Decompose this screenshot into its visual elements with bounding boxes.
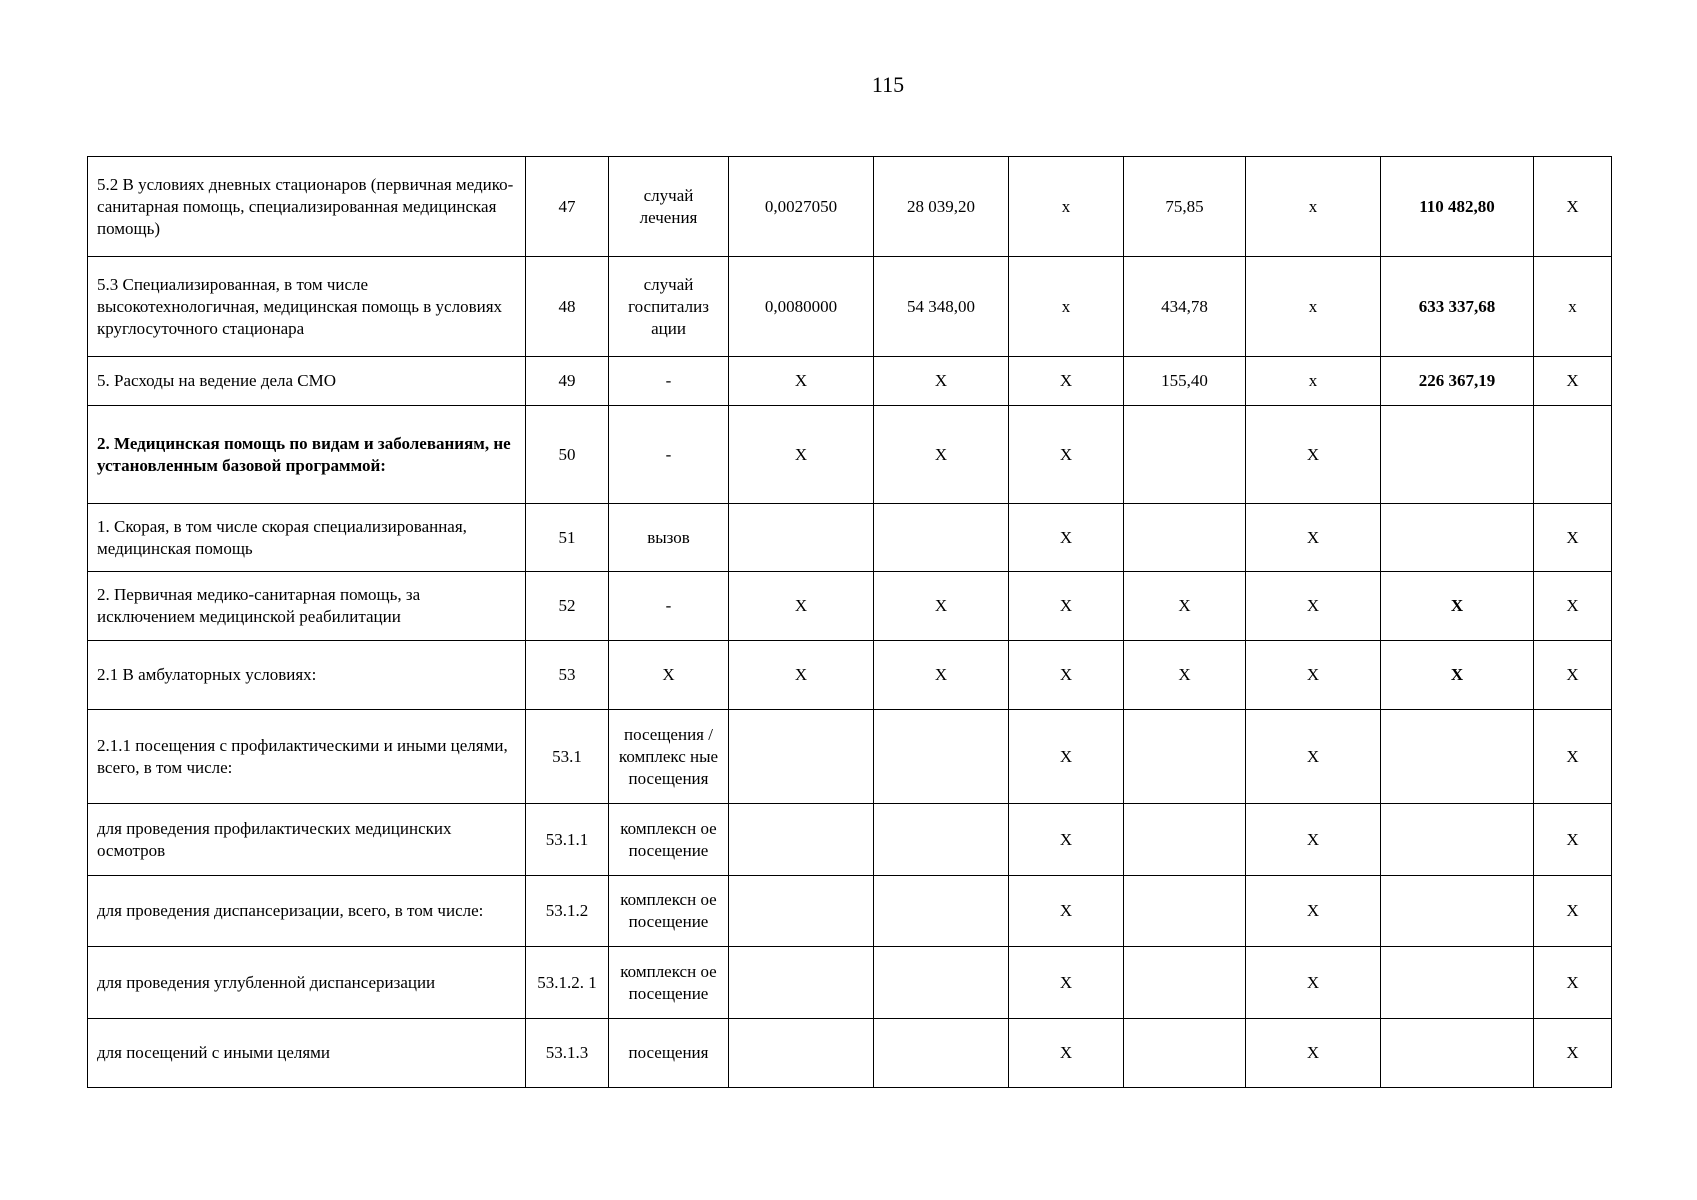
volume-norm-cell	[729, 504, 874, 572]
per-capita-budget-cell: X	[1009, 876, 1124, 947]
name-cell: 2. Медицинская помощь по видам и заболеваниям, не установленным базовой программой:	[88, 406, 526, 504]
per-capita-budget-cell: x	[1009, 257, 1124, 357]
volume-norm-cell: 0,0080000	[729, 257, 874, 357]
volume-norm-cell	[729, 1019, 874, 1088]
per-capita-oms-cell	[1124, 710, 1246, 804]
volume-norm-cell	[729, 876, 874, 947]
per-capita-budget-cell: X	[1009, 406, 1124, 504]
per-capita-budget-cell: X	[1009, 504, 1124, 572]
percent-cell: X	[1534, 357, 1612, 406]
total-budget-cell: x	[1246, 257, 1381, 357]
total-oms-cell	[1381, 504, 1534, 572]
cost-norm-cell	[874, 504, 1009, 572]
unit-cell: посещения /комплекс ные посещения	[609, 710, 729, 804]
per-capita-oms-cell: X	[1124, 641, 1246, 710]
per-capita-budget-cell: X	[1009, 1019, 1124, 1088]
per-capita-oms-cell	[1124, 504, 1246, 572]
table-row	[88, 1019, 1612, 1088]
total-budget-cell: X	[1246, 406, 1381, 504]
total-oms-cell: 110 482,80	[1381, 157, 1534, 257]
name-cell: для проведения углубленной диспансеризации	[88, 947, 526, 1019]
name-cell: 5.3 Специализированная, в том числе высокотехнологичная, медицинская помощь в условиях круглосуточного стационара	[88, 257, 526, 357]
table-row	[88, 504, 1612, 572]
total-budget-cell: X	[1246, 641, 1381, 710]
percent-cell: X	[1534, 504, 1612, 572]
row-code-cell: 53.1.3	[526, 1019, 609, 1088]
volume-norm-cell: X	[729, 641, 874, 710]
volume-norm-cell	[729, 804, 874, 876]
per-capita-budget-cell: X	[1009, 357, 1124, 406]
name-cell: для проведения диспансеризации, всего, в том числе:	[88, 876, 526, 947]
table-row	[88, 710, 1612, 804]
cost-norm-cell	[874, 1019, 1009, 1088]
row-code-cell: 50	[526, 406, 609, 504]
row-code-cell: 53.1	[526, 710, 609, 804]
table-row	[88, 157, 1612, 257]
total-budget-cell: X	[1246, 572, 1381, 641]
cost-norm-cell	[874, 876, 1009, 947]
total-budget-cell: X	[1246, 947, 1381, 1019]
total-budget-cell: x	[1246, 157, 1381, 257]
cost-norm-cell: 28 039,20	[874, 157, 1009, 257]
name-cell: 5. Расходы на ведение дела СМО	[88, 357, 526, 406]
total-budget-cell: X	[1246, 804, 1381, 876]
table-row	[88, 876, 1612, 947]
cost-norm-cell	[874, 710, 1009, 804]
total-oms-cell	[1381, 947, 1534, 1019]
unit-cell: вызов	[609, 504, 729, 572]
unit-cell: случай госпитализ ации	[609, 257, 729, 357]
total-budget-cell: X	[1246, 876, 1381, 947]
table-row	[88, 406, 1612, 504]
volume-norm-cell: X	[729, 406, 874, 504]
per-capita-oms-cell	[1124, 876, 1246, 947]
row-code-cell: 49	[526, 357, 609, 406]
volume-norm-cell: X	[729, 357, 874, 406]
percent-cell: X	[1534, 641, 1612, 710]
table-row	[88, 257, 1612, 357]
per-capita-oms-cell: X	[1124, 572, 1246, 641]
total-oms-cell	[1381, 804, 1534, 876]
unit-cell: комплексн ое посещение	[609, 947, 729, 1019]
total-oms-cell	[1381, 406, 1534, 504]
per-capita-budget-cell: X	[1009, 710, 1124, 804]
row-code-cell: 51	[526, 504, 609, 572]
cost-norm-cell: 54 348,00	[874, 257, 1009, 357]
cost-norm-cell: X	[874, 572, 1009, 641]
total-oms-cell: X	[1381, 641, 1534, 710]
name-cell: 2. Первичная медико-санитарная помощь, за исключением медицинской реабилитации	[88, 572, 526, 641]
unit-cell: -	[609, 406, 729, 504]
per-capita-budget-cell: X	[1009, 804, 1124, 876]
cost-norm-cell	[874, 804, 1009, 876]
per-capita-oms-cell: 75,85	[1124, 157, 1246, 257]
row-code-cell: 47	[526, 157, 609, 257]
total-oms-cell: X	[1381, 572, 1534, 641]
total-oms-cell	[1381, 1019, 1534, 1088]
total-budget-cell: X	[1246, 504, 1381, 572]
table-row	[88, 804, 1612, 876]
total-oms-cell	[1381, 710, 1534, 804]
percent-cell: X	[1534, 157, 1612, 257]
cost-norm-cell	[874, 947, 1009, 1019]
table-row	[88, 947, 1612, 1019]
volume-norm-cell: 0,0027050	[729, 157, 874, 257]
total-oms-cell: 226 367,19	[1381, 357, 1534, 406]
percent-cell: X	[1534, 572, 1612, 641]
percent-cell: x	[1534, 257, 1612, 357]
row-code-cell: 48	[526, 257, 609, 357]
cost-norm-cell: X	[874, 357, 1009, 406]
per-capita-oms-cell: 155,40	[1124, 357, 1246, 406]
per-capita-budget-cell: X	[1009, 947, 1124, 1019]
row-code-cell: 53	[526, 641, 609, 710]
per-capita-budget-cell: x	[1009, 157, 1124, 257]
page-number: 115	[871, 72, 905, 97]
volume-norm-cell: X	[729, 572, 874, 641]
unit-cell: -	[609, 572, 729, 641]
financing-table	[87, 156, 1612, 1088]
percent-cell: X	[1534, 804, 1612, 876]
per-capita-oms-cell: 434,78	[1124, 257, 1246, 357]
volume-norm-cell	[729, 710, 874, 804]
total-budget-cell: X	[1246, 1019, 1381, 1088]
unit-cell: комплексн ое посещение	[609, 876, 729, 947]
unit-cell: посещения	[609, 1019, 729, 1088]
per-capita-budget-cell: X	[1009, 641, 1124, 710]
unit-cell: -	[609, 357, 729, 406]
per-capita-oms-cell	[1124, 804, 1246, 876]
unit-cell: X	[609, 641, 729, 710]
per-capita-oms-cell	[1124, 406, 1246, 504]
row-code-cell: 53.1.2. 1	[526, 947, 609, 1019]
unit-cell: случай лечения	[609, 157, 729, 257]
name-cell: 2.1 В амбулаторных условиях:	[88, 641, 526, 710]
unit-cell: комплексн ое посещение	[609, 804, 729, 876]
table-row	[88, 357, 1612, 406]
table-row	[88, 572, 1612, 641]
percent-cell: X	[1534, 710, 1612, 804]
total-oms-cell: 633 337,68	[1381, 257, 1534, 357]
total-oms-cell	[1381, 876, 1534, 947]
per-capita-oms-cell	[1124, 1019, 1246, 1088]
name-cell: для посещений с иными целями	[88, 1019, 526, 1088]
cost-norm-cell: X	[874, 406, 1009, 504]
per-capita-budget-cell: X	[1009, 572, 1124, 641]
total-budget-cell: x	[1246, 357, 1381, 406]
volume-norm-cell	[729, 947, 874, 1019]
name-cell: 2.1.1 посещения с профилактическими и иными целями, всего, в том числе:	[88, 710, 526, 804]
percent-cell: X	[1534, 947, 1612, 1019]
name-cell: 1. Скорая, в том числе скорая специализированная, медицинская помощь	[88, 504, 526, 572]
table-row	[88, 641, 1612, 710]
percent-cell	[1534, 406, 1612, 504]
name-cell: 5.2 В условиях дневных стационаров (первичная медико-санитарная помощь, специализированная медицинская помощь)	[88, 157, 526, 257]
name-cell: для проведения профилактических медицинских осмотров	[88, 804, 526, 876]
cost-norm-cell: X	[874, 641, 1009, 710]
row-code-cell: 52	[526, 572, 609, 641]
percent-cell: X	[1534, 876, 1612, 947]
percent-cell: X	[1534, 1019, 1612, 1088]
total-budget-cell: X	[1246, 710, 1381, 804]
row-code-cell: 53.1.1	[526, 804, 609, 876]
per-capita-oms-cell	[1124, 947, 1246, 1019]
row-code-cell: 53.1.2	[526, 876, 609, 947]
